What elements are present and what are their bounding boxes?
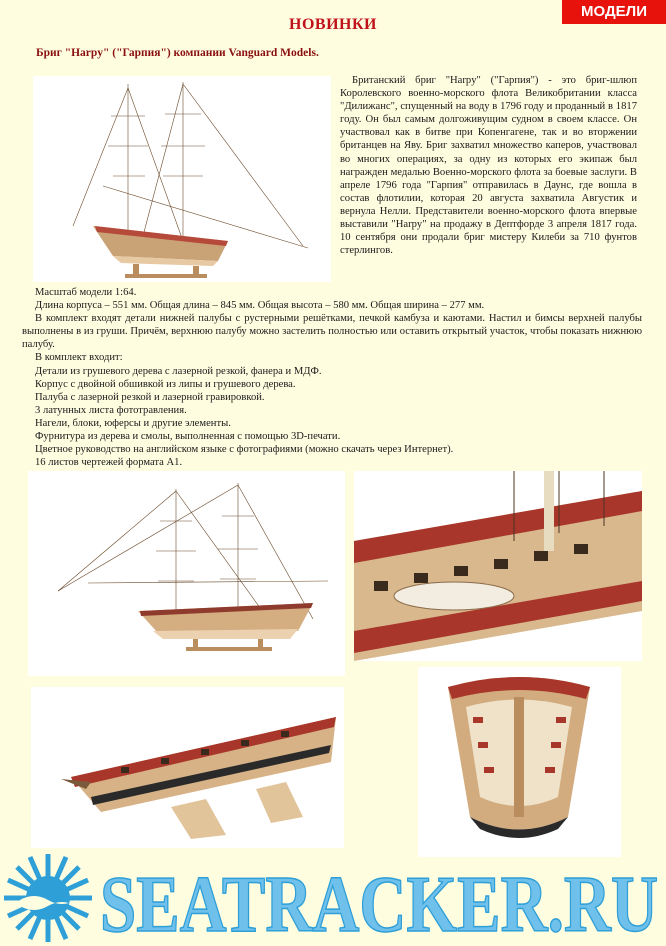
section-badge[interactable]: МОДЕЛИ	[562, 0, 666, 24]
seatracker-logo[interactable]	[0, 848, 666, 946]
intro-text: Британский бриг "Harpy" ("Гарпия") - это бриг-шлюп Королевского военно-морского флота Великобритании класса "Дилижанс", спущенный на воду в 1796 году и проданный в 1817 году. Он был самым долгоживущим судном в своем классе. Он участвовал как в битве при Копенгагене, так и во вторжении британцев на Яву. Бриг захватил множество каперов, участвовал во многих операциях, за одну из которых его экипаж был награжден медалью Военно-морского флота за боевые заслуги. В апреле 1796 года "Гарпия" отправилась в Даунс, где вошла в состав флотилии, которая 20 августа захватила Августик и вернула Нелли. Представители военно-морского флота впервые выставили "Harpy" на продажу в Дептфорде 3 апреля 1817 года. 10 сентября они продали бриг мистеру Килеби за 710 фунтов стерлингов.	[340, 75, 637, 257]
page-title: НОВИНКИ	[289, 16, 377, 33]
logo-text: SEATRACKER.RU	[100, 861, 658, 946]
kit-item: 3 латунных листа фототравления.	[35, 404, 187, 416]
spec-scale: Масштаб модели 1:64.	[35, 287, 137, 298]
article-subtitle: Бриг "Harpy" ("Гарпия") компании Vanguard Models.	[36, 47, 319, 59]
kit-heading: В комплект входит:	[35, 352, 123, 364]
ship-photo-hull	[31, 687, 344, 848]
spec-kit-description: В комплект входят детали нижней палубы с рустерными решётками, печкой камбуза и каютами. Настил и бимсы верхней палубы выполнены в из груши. Причём, верхнюю палубу можно застелить полностью или оставить открытый участок, чтобы показать нижнюю палубу.	[22, 313, 642, 351]
spec-dimensions: Длина корпуса – 551 мм. Общая длина – 845 мм. Общая высота – 580 мм. Общая ширина – 277 мм.	[35, 300, 485, 312]
kit-item: Нагели, блоки, юферсы и другие элементы.	[35, 417, 231, 429]
ship-photo-deck	[354, 471, 642, 661]
kit-item: Цветное руководство на английском языке с фотографиями (можно скачать через Интернет).	[35, 444, 454, 456]
sun-logo-icon	[4, 854, 92, 942]
kit-item: Корпус с двойной обшивкой из липы и грушевого дерева.	[35, 378, 296, 390]
ship-photo-stern	[418, 667, 621, 857]
kit-item: Фурнитура из дерева и смолы, выполненная с помощью 3D-печати.	[35, 431, 341, 443]
ship-photo-main	[33, 76, 331, 282]
kit-item: Детали из грушевого дерева с лазерной резкой, фанера и МДФ.	[35, 365, 322, 377]
kit-item: Палуба с лазерной резкой и лазерной гравировкой.	[35, 391, 265, 403]
ship-photo-side	[28, 471, 345, 676]
specs-block	[22, 286, 642, 469]
kit-item: 16 листов чертежей формата А1.	[35, 457, 183, 469]
